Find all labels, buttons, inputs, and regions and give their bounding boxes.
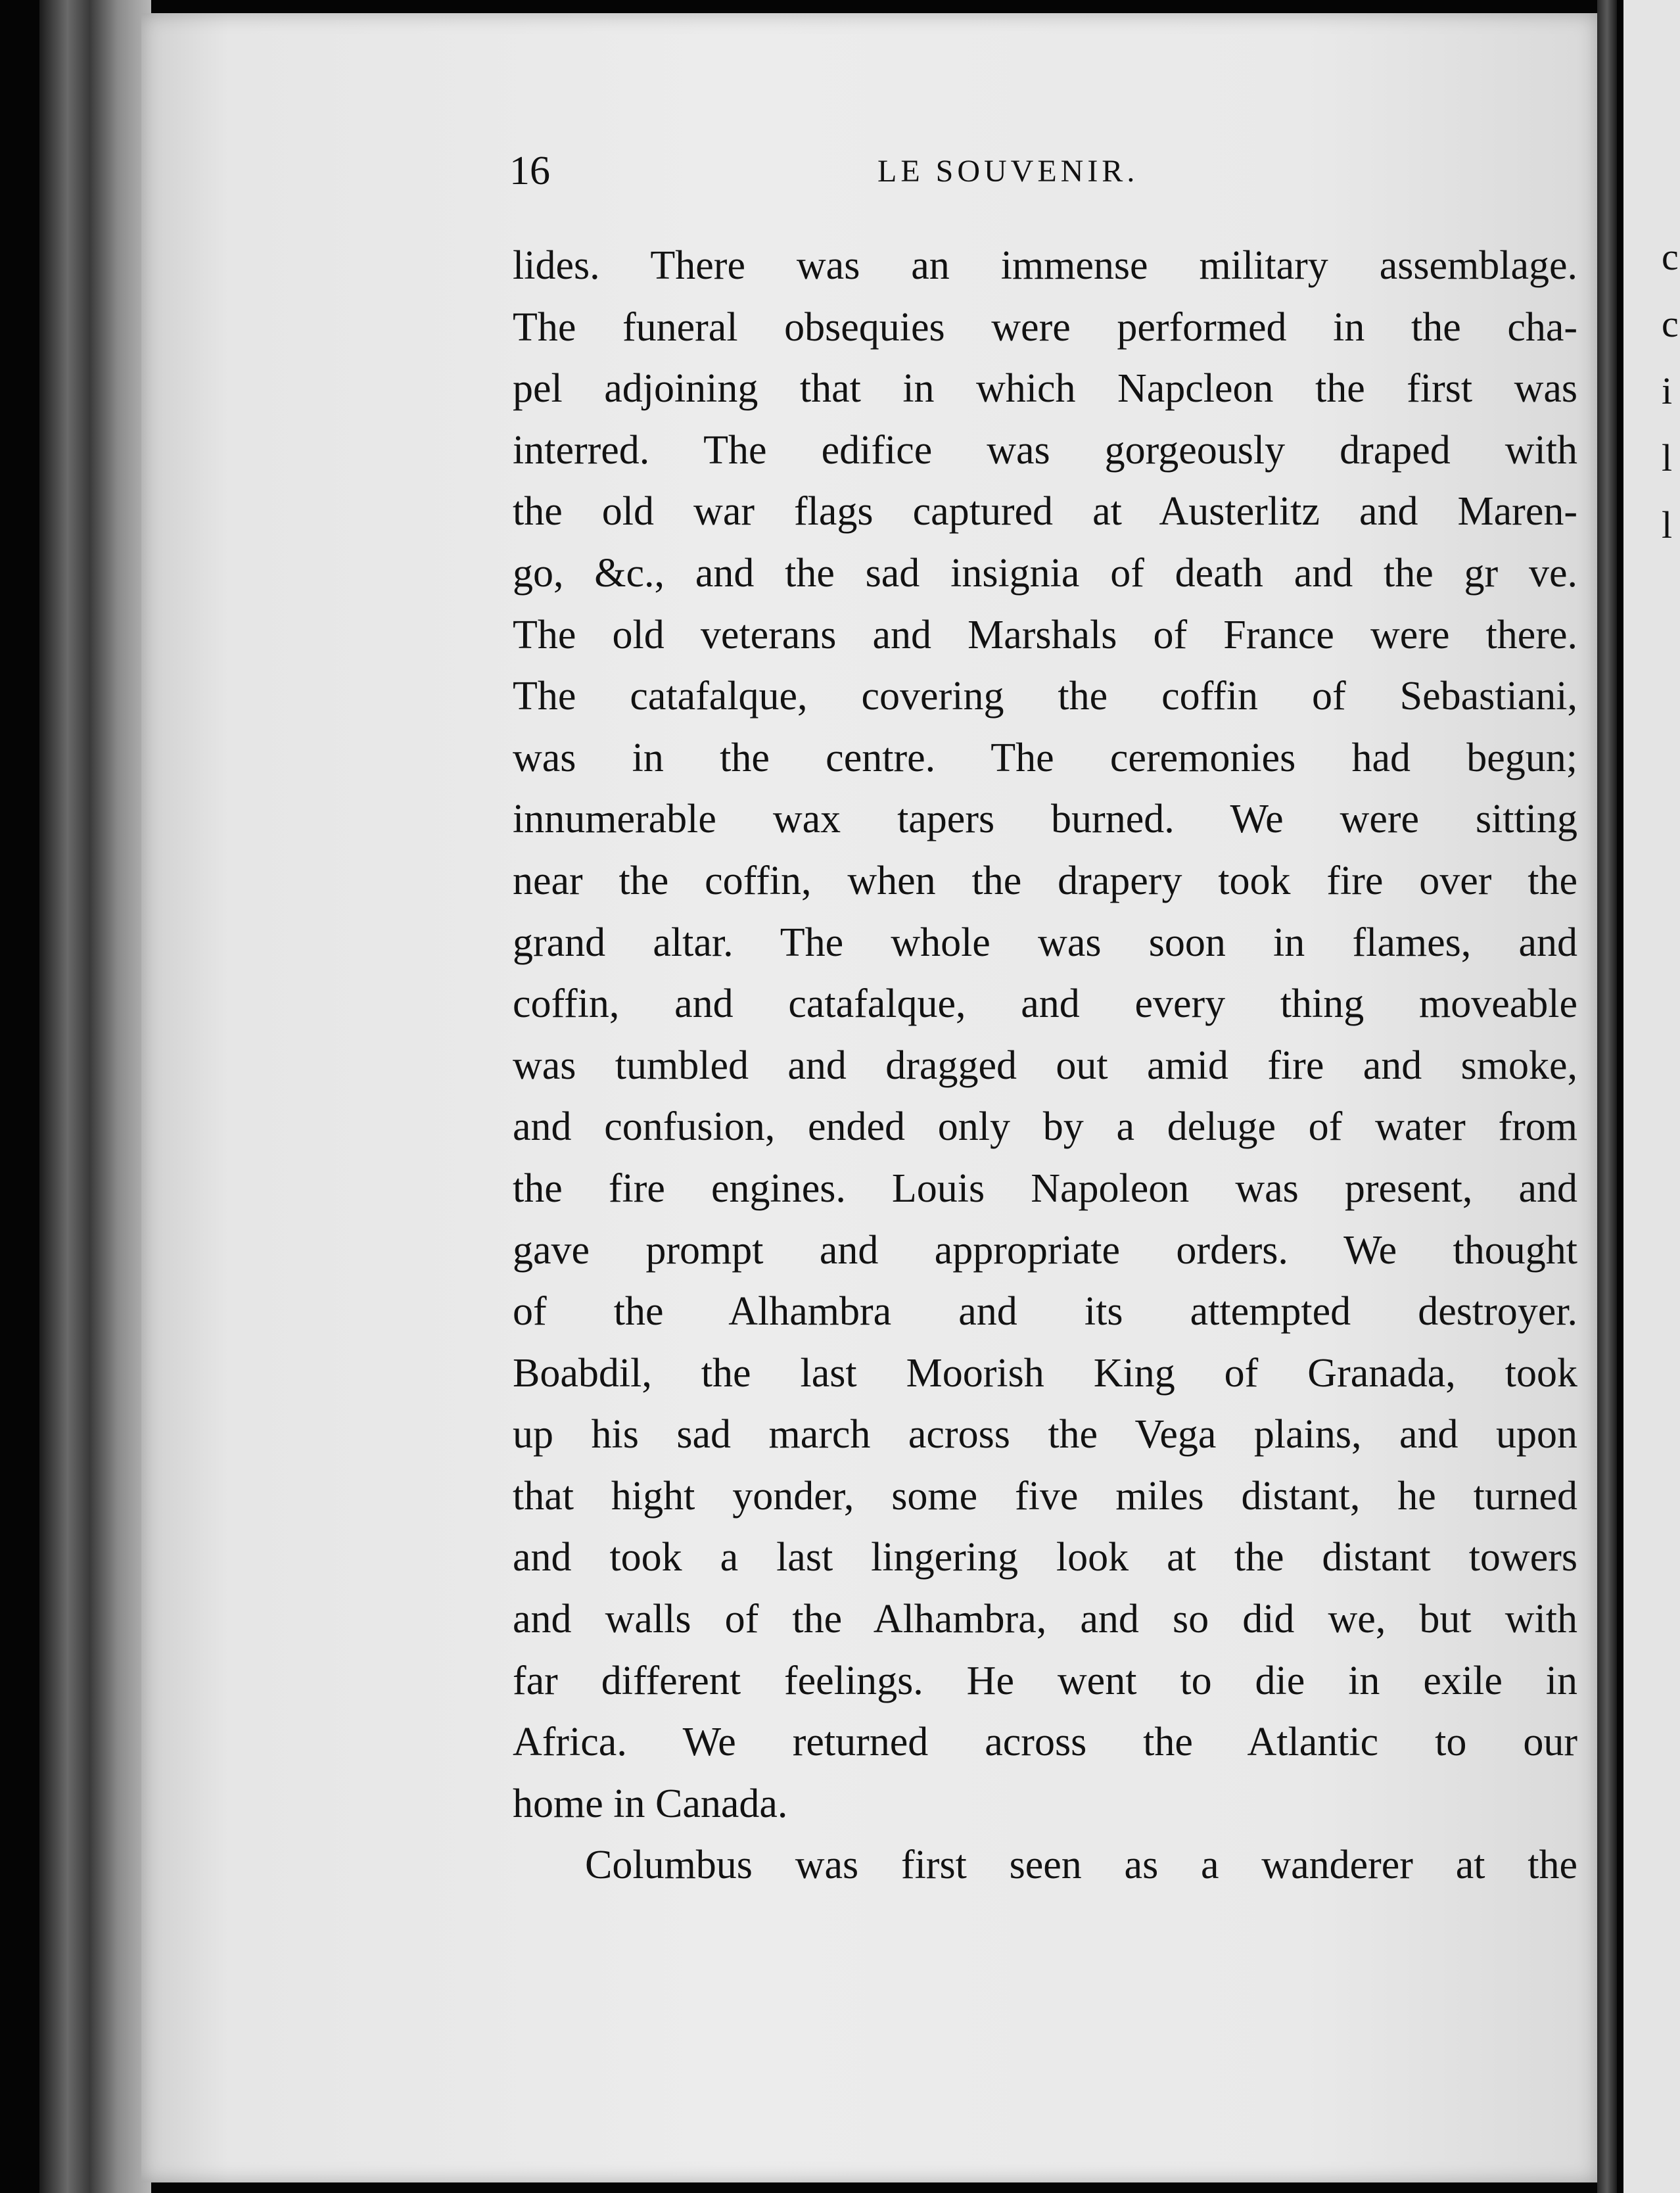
page-number: 16 [509, 149, 550, 193]
text-line: the fire engines. Louis Napoleon was present, and [513, 1166, 1577, 1211]
page-header [509, 148, 1581, 200]
text-line: and took a last lingering look at the distant towers [513, 1535, 1577, 1580]
text-line: and confusion, ended only by a deluge of water from [513, 1104, 1577, 1150]
text-line: The old veterans and Marshals of France were there. [513, 612, 1577, 657]
text-line: pel adjoining that in which Napcleon the first was [513, 366, 1577, 412]
text-line: and walls of the Alhambra, and so did we, but with [513, 1597, 1577, 1642]
body-text [513, 235, 1577, 1897]
text-line: was in the centre. The ceremonies had begun; [513, 735, 1577, 780]
text-line: The funeral obsequies were performed in the cha- [513, 304, 1577, 350]
text-line: lides. There was an immense military assemblage. [513, 243, 1577, 288]
text-line: was tumbled and dragged out amid fire and smoke, [513, 1043, 1577, 1088]
text-line: of the Alhambra and its attempted destroyer. [513, 1289, 1577, 1334]
text-line: near the coffin, when the drapery took fire over the [513, 858, 1577, 903]
text-line: that hight yonder, some five miles distant, he turned [513, 1473, 1577, 1519]
text-line: The catafalque, covering the coffin of Sebastiani, [513, 674, 1577, 719]
text-line: home in Canada. [513, 1781, 788, 1826]
running-head: LE SOUVENIR. [877, 154, 1139, 189]
text-line: Africa. We returned across the Atlantic to our [513, 1720, 1577, 1765]
text-line: up his sad march across the Vega plains, and upon [513, 1412, 1577, 1457]
text-line: interred. The edifice was gorgeously draped with [513, 427, 1577, 473]
text-line: the old war flags captured at Austerlitz and Maren- [513, 489, 1577, 534]
book-spine-edge [39, 0, 151, 2193]
facing-page-text-fragment: c c i l l [1662, 235, 1679, 546]
text-line: gave prompt and appropriate orders. We thought [513, 1227, 1577, 1273]
text-line: innumerable wax tapers burned. We were sitting [513, 797, 1577, 842]
text-line: go, &c., and the sad insignia of death and the gr ve. [513, 550, 1577, 596]
page-gutter-shadow [1597, 0, 1617, 2193]
text-line: far different feelings. He went to die in exile in [513, 1658, 1577, 1703]
text-line: coffin, and catafalque, and every thing moveable [513, 981, 1577, 1027]
text-line: Boabdil, the last Moorish King of Granada, took [513, 1350, 1577, 1396]
text-line: grand altar. The whole was soon in flames, and [513, 920, 1577, 965]
text-line-paragraph-start: Columbus was first seen as a wanderer at the [585, 1843, 1577, 1888]
